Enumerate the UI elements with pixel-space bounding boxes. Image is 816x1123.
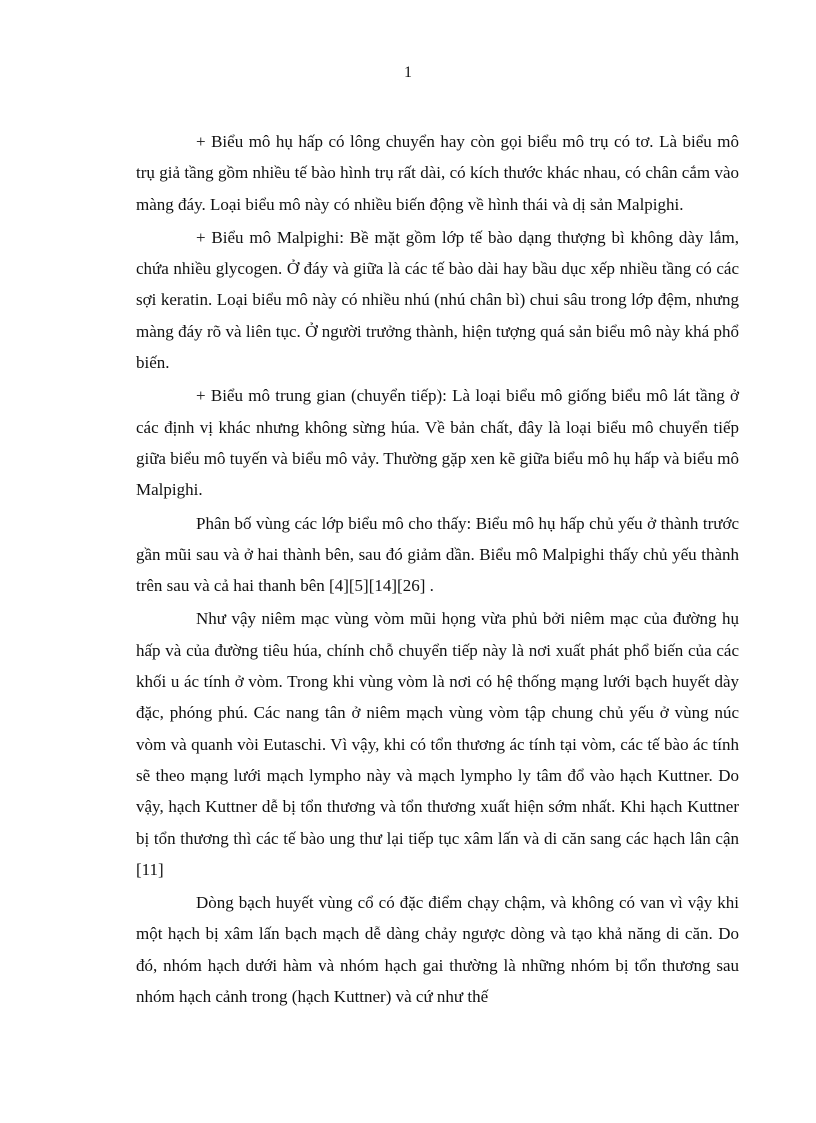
paragraph-transitional-epithelium: + Biểu mô trung gian (chuyển tiếp): Là loại biểu mô giống biểu mô lát tầng ở các định vị khác nhưng không sừng húa. Về bản chất, đây là loại biểu mô chuyển tiếp giữa biểu mô tuyến và biểu mô vảy. Thường gặp xen kẽ giữa biểu mô hụ hấp và biểu mô Malpighi. xyxy=(136,386,739,500)
paragraph-epithelium-distribution: Phân bố vùng các lớp biểu mô cho thấy: Biểu mô hụ hấp chủ yếu ở thành trước gần mũi sau và ở hai thành bên, sau đó giảm dần. Biểu mô Malpighi thấy chủ yếu thành trên sau và cả hai thanh bên [4][5][14][26] . xyxy=(136,513,739,596)
paragraph-respiratory-epithelium: + Biểu mô hụ hấp có lông chuyển hay còn gọi biểu mô trụ có tơ. Là biểu mô trụ giả tầng gồm nhiều tế bào hình trụ rất dài, có kích thước khác nhau, có chân cắm vào màng đáy. Loại biểu mô này có nhiều biến động về hình thái và dị sản Malpighi. xyxy=(136,132,739,214)
paragraph-nasopharynx-mucosa: Như vậy niêm mạc vùng vòm mũi họng vừa phủ bởi niêm mạc của đường hụ hấp và của đường tiêu húa, chính chỗ chuyển tiếp này là nơi xuất phát phổ biến của các khối u ác tính ở vòm. Trong khi vùng vòm là nơi có hệ thống mạng lưới bạch huyết dày đặc, phóng phú. Các nang tân ở niêm mạch vùng vòm tập chung chủ yếu ở vùng núc vòm và quanh vòi Eutaschi. Vì vậy, khi có tổn thương ác tính tại vòm, các tế bào ác tính sẽ theo mạng lưới mạch lympho này và mạch lympho ly tâm đổ vào hạch Kuttner. Do vậy, hạch Kuttner dễ bị tổn thương và tổn thương xuất hiện sớm nhất. Khi hạch Kuttner bị tổn thương thì các tế bào ung thư lại tiếp tục xâm lấn và di căn sang các hạch lân cận [11] xyxy=(136,609,739,879)
page-number: 1 xyxy=(404,64,412,81)
paragraph-lymph-flow: Dòng bạch huyết vùng cổ có đặc điểm chạy chậm, và không có van vì vậy khi một hạch bị xâm lấn bạch mạch dễ dàng chảy ngược dòng và tạo khả năng di căn. Do đó, nhóm hạch dưới hàm và nhóm hạch gai thường là những nhóm bị tổn thương sau nhóm hạch cảnh trong (hạch Kuttner) và cứ như thế xyxy=(136,893,739,1007)
paragraph-malpighi-epithelium: + Biểu mô Malpighi: Bề mặt gồm lớp tế bào dạng thượng bì không dày lắm, chứa nhiều glycogen. Ở đáy và giữa là các tế bào dài hay bầu dục xếp nhiều tầng có các sợi keratin. Loại biểu mô này có nhiều nhú (nhú chân bì) chui sâu trong lớp đệm, nhưng màng đáy rõ và liên tục. Ở người trưởng thành, hiện tượng quá sản biểu mô này khá phổ biến. xyxy=(136,227,739,373)
body-text xyxy=(136,126,739,1012)
